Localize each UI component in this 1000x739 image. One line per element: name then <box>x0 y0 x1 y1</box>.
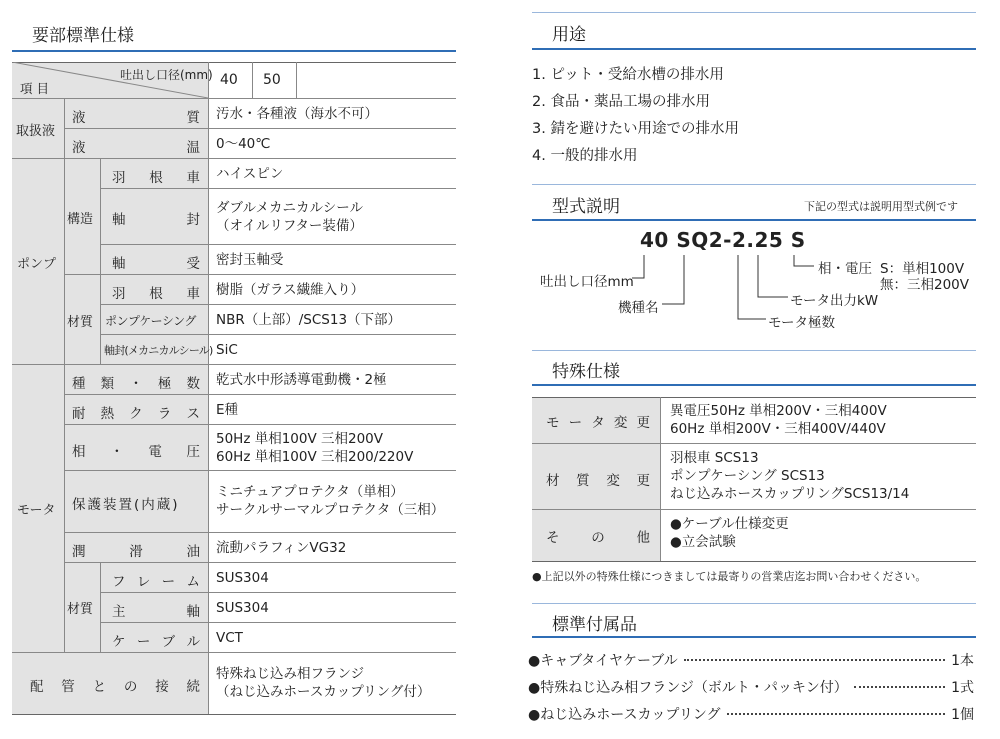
value-impeller: ハイスピン <box>216 166 284 182</box>
group-structure: 構造 <box>67 212 94 227</box>
model-label-phase-none: 無：三相200V <box>880 277 970 293</box>
model-label-poles: モータ極数 <box>768 315 835 331</box>
model-label-output: モータ出力kW <box>790 293 879 309</box>
value-shaft-seal: ダブルメカニカルシール （オイルリフター装備） <box>216 200 363 234</box>
label-type-poles: 種 類 ・ 極 数 <box>72 376 200 392</box>
special-label-material: 材 質 変 更 <box>546 473 650 489</box>
model-code-phase: S <box>790 228 806 252</box>
special-value-material: 羽根車 SCS13 ポンプケーシング SCS13 ねじ込みホースカップリングSCS13/14 <box>670 450 910 502</box>
usage-item: 3. 錆を避けたい用途での排水用 <box>532 121 739 137</box>
value-liquid-quality: 汚水・各種液（海水不可） <box>216 106 378 122</box>
value-lubricant: 流動パラフィンVG32 <box>216 540 347 556</box>
model-title-rule <box>532 219 976 221</box>
special-label-other: そ の 他 <box>546 530 650 546</box>
value-phase-voltage: 50Hz 単相100V 三相200V 60Hz 単相100V 三相200/220V <box>216 431 414 465</box>
accessory-row <box>528 677 974 697</box>
accessory-qty: 1本 <box>951 653 974 669</box>
usage-item: 1. ピット・受給水槽の排水用 <box>532 67 724 83</box>
model-label-bore: 吐出し口径mm <box>540 274 634 290</box>
model-label-model-name: 機種名 <box>618 300 659 316</box>
label-seal-material: 軸封(メカニカルシール) <box>104 344 213 357</box>
label-casing-material: ポンプケーシング <box>105 314 196 328</box>
model-code-series: SQ2- <box>676 228 732 252</box>
usage-item: 4. 一般的排水用 <box>532 148 638 164</box>
header-size-40: 40 <box>220 72 238 88</box>
value-cable: VCT <box>216 630 243 646</box>
accessories-top-rule <box>532 603 976 604</box>
group-pump: ポンプ <box>17 257 57 272</box>
model-code-poles: 2 <box>731 228 747 252</box>
special-value-other: ●ケーブル仕様変更 ●立会試験 <box>670 516 789 550</box>
value-insulation: E種 <box>216 402 239 418</box>
accessory-qty: 1個 <box>951 707 974 723</box>
special-footnote: ●上記以外の特殊仕様につきましては最寄りの営業店迄お問い合わせください。 <box>532 570 927 583</box>
label-liquid-quality: 液 質 <box>72 110 200 126</box>
special-title: 特殊仕様 <box>552 362 620 382</box>
label-protection: 保護装置(内蔵) <box>72 497 180 513</box>
label-main-shaft: 主 軸 <box>112 604 200 620</box>
value-liquid-temp: 0～40℃ <box>216 136 271 152</box>
accessory-qty: 1式 <box>951 680 974 696</box>
model-note: 下記の型式は説明用型式例です <box>804 200 958 213</box>
value-bearing: 密封玉軸受 <box>216 252 284 268</box>
header-item-label: 項 目 <box>20 81 49 96</box>
value-casing-material: NBR（上部）/SCS13（下部） <box>216 312 402 328</box>
spec-title: 要部標準仕様 <box>32 26 134 46</box>
special-title-rule <box>532 384 976 386</box>
spec-title-rule <box>12 50 456 52</box>
label-piping: 配 管 と の 接 続 <box>30 679 200 695</box>
label-insulation: 耐 熱 ク ラ ス <box>72 406 200 422</box>
leader-dots <box>727 713 946 715</box>
value-protection: ミニチュアプロテクタ（単相） サークルサーマルプロテクタ（三相） <box>216 484 445 518</box>
usage-item: 2. 食品・薬品工場の排水用 <box>532 94 710 110</box>
sub-col-pump <box>64 158 100 364</box>
label-frame: フ レ ー ム <box>112 574 200 590</box>
group-motor: モータ <box>17 503 56 518</box>
label-phase-voltage: 相 ・ 電 圧 <box>72 444 200 460</box>
model-label-phase-s: S：単相100V <box>880 261 965 277</box>
model-top-rule <box>532 184 976 185</box>
model-code-output: .25 <box>746 228 784 252</box>
label-shaft-seal: 軸 封 <box>112 212 200 228</box>
value-piping: 特殊ねじ込み相フランジ （ねじ込みホースカップリング付） <box>216 666 431 700</box>
accessory-row <box>528 704 974 724</box>
special-table <box>532 397 976 561</box>
usage-top-rule <box>532 12 976 13</box>
value-seal-material: SiC <box>216 342 238 358</box>
accessory-name: ●ねじ込みホースカップリング <box>528 707 721 723</box>
model-code-bore: 40 <box>640 228 669 252</box>
label-bearing: 軸 受 <box>112 256 200 272</box>
accessory-name: ●特殊ねじ込み相フランジ（ボルト・パッキン付） <box>528 680 848 696</box>
model-title: 型式説明 <box>552 197 620 217</box>
header-size-50: 50 <box>263 72 281 88</box>
label-lubricant: 潤 滑 油 <box>72 544 200 560</box>
value-type-poles: 乾式水中形誘導電動機・2極 <box>216 372 387 388</box>
group-liquid: 取扱液 <box>16 124 56 139</box>
value-impeller-material: 樹脂（ガラス繊維入り） <box>216 282 365 298</box>
special-value-motor: 異電圧50Hz 単相200V・三相400V 60Hz 単相200V・三相400V/440V <box>670 403 887 437</box>
label-cable: ケ ー ブ ル <box>112 634 200 650</box>
special-top-rule <box>532 350 976 351</box>
usage-list <box>532 62 739 170</box>
usage-title: 用途 <box>552 25 586 45</box>
accessory-row <box>528 650 974 670</box>
accessories-title-rule <box>532 636 976 638</box>
model-label-phase: 相・電圧 <box>818 261 872 277</box>
usage-title-rule <box>532 48 976 50</box>
header-bore-label: 吐出し口径(mm) <box>120 68 213 82</box>
label-impeller-material: 羽 根 車 <box>112 286 200 302</box>
label-liquid-temp: 液 温 <box>72 140 200 156</box>
leader-dots <box>684 659 945 661</box>
leader-dots <box>854 686 945 688</box>
group-motor-material: 材質 <box>67 602 94 617</box>
special-label-motor: モ ー タ 変 更 <box>546 415 650 431</box>
value-main-shaft: SUS304 <box>216 600 269 616</box>
label-impeller: 羽 根 車 <box>112 170 200 186</box>
group-material: 材質 <box>67 315 94 330</box>
accessory-name: ●キャブタイヤケーブル <box>528 653 678 669</box>
spec-table <box>12 62 456 714</box>
value-frame: SUS304 <box>216 570 269 586</box>
accessories-title: 標準付属品 <box>552 615 637 635</box>
